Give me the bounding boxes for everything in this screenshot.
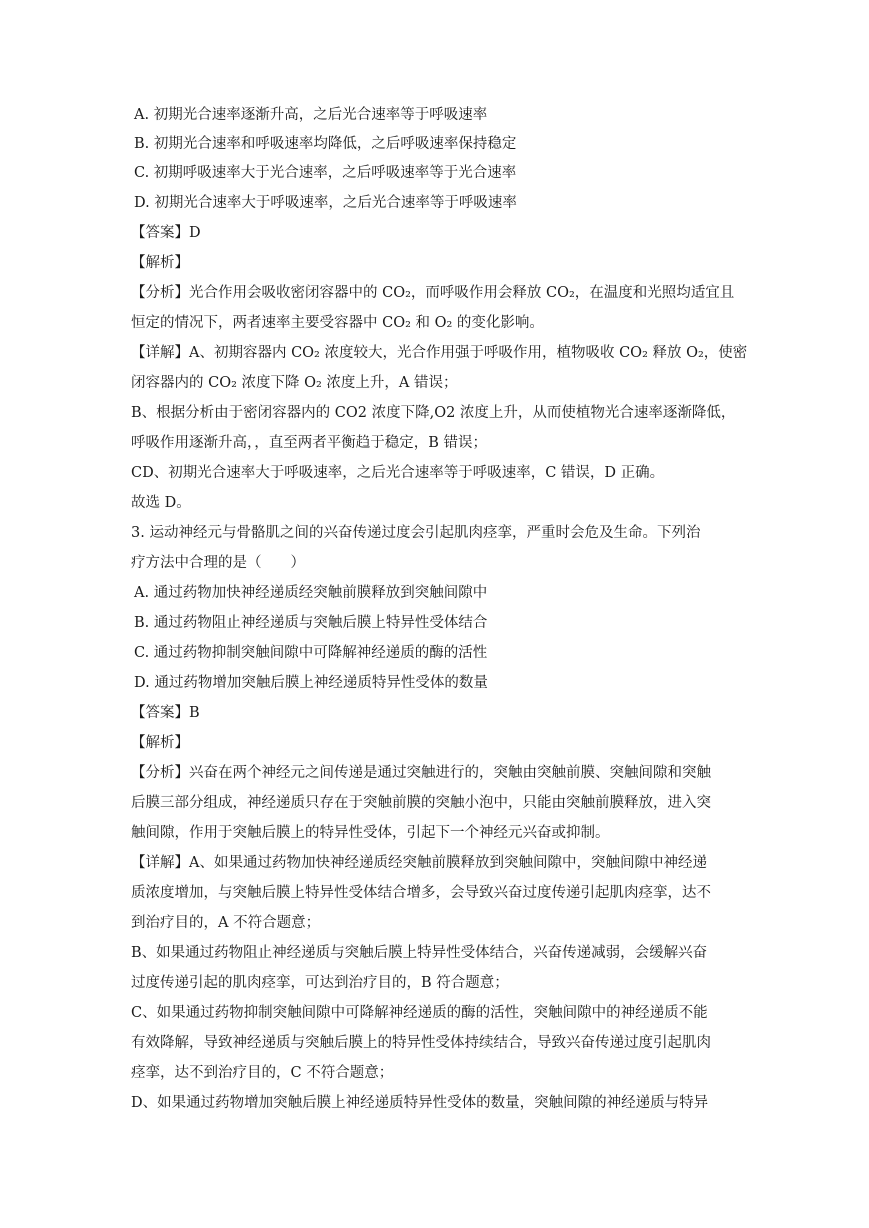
question-3-line1: 3. 运动神经元与骨骼肌之间的兴奋传递过度会引起肌肉痉挛，严重时会危及生命。下列治 bbox=[131, 525, 701, 541]
question-3-line2: 疗方法中合理的是（ ） bbox=[131, 555, 305, 571]
analysis-q3-line2: 后膜三部分组成，神经递质只存在于突触前膜的突触小泡中，只能由突触前膜释放，进入突 bbox=[131, 795, 711, 811]
option-d-q2: D. 初期光合速率大于呼吸速率，之后光合速率等于呼吸速率 bbox=[134, 195, 517, 211]
option-c-q2: C. 初期呼吸速率大于光合速率，之后呼吸速率等于光合速率 bbox=[134, 165, 517, 181]
option-d-q3: D. 通过药物增加突触后膜上神经递质特异性受体的数量 bbox=[134, 675, 488, 691]
answer-q2: 【答案】D bbox=[131, 225, 201, 241]
detail-q2-line2: 闭容器内的 CO₂ 浓度下降 O₂ 浓度上升，A 错误； bbox=[131, 375, 458, 391]
detail-q3-line3: 到治疗目的，A 不符合题意； bbox=[131, 915, 321, 931]
detail-q2-line4: 呼吸作用逐渐升高，，直至两者平衡趋于稳定，B 错误； bbox=[131, 435, 488, 451]
detail-q3-line9: D、如果通过药物增加突触后膜上神经递质特异性受体的数量，突触间隙的神经递质与特异 bbox=[131, 1095, 709, 1111]
explanation-heading-q3: 【解析】 bbox=[131, 735, 189, 751]
analysis-q3-line1: 【分析】兴奋在两个神经元之间传递是通过突触进行的，突触由突触前膜、突触间隙和突触 bbox=[131, 765, 711, 781]
analysis-q2-line1: 【分析】光合作用会吸收密闭容器中的 CO₂，而呼吸作用会释放 CO₂，在温度和光照均适宜且 bbox=[131, 285, 735, 301]
option-b-q2: B. 初期光合速率和呼吸速率均降低，之后呼吸速率保持稳定 bbox=[134, 136, 517, 152]
analysis-q3-line3: 触间隙，作用于突触后膜上的特异性受体，引起下一个神经元兴奋或抑制。 bbox=[131, 825, 610, 841]
detail-q2-line3: B、根据分析由于密闭容器内的 CO2 浓度下降,O2 浓度上升，从而使植物光合速率逐渐降低， bbox=[131, 405, 736, 421]
explanation-heading-q2: 【解析】 bbox=[131, 255, 189, 271]
detail-q3-line7: 有效降解，导致神经递质与突触后膜上的特异性受体持续结合，导致兴奋传递过度引起肌肉 bbox=[131, 1035, 711, 1051]
option-a-q2: A. 初期光合速率逐渐升高，之后光合速率等于呼吸速率 bbox=[134, 107, 488, 123]
detail-q3-line8: 痉挛，达不到治疗目的，C 不符合题意； bbox=[131, 1065, 394, 1081]
analysis-q2-line2: 恒定的情况下，两者速率主要受容器中 CO₂ 和 O₂ 的变化影响。 bbox=[131, 315, 544, 331]
conclusion-q2: 故选 D。 bbox=[131, 495, 191, 511]
detail-q3-line4: B、如果通过药物阻止神经递质与突触后膜上特异性受体结合，兴奋传递减弱，会缓解兴奋 bbox=[131, 945, 708, 961]
detail-q3-line5: 过度传递引起的肌肉痉挛，可达到治疗目的，B 符合题意； bbox=[131, 975, 509, 991]
detail-q3-line1: 【详解】A、如果通过药物加快神经递质经突触前膜释放到突触间隙中，突触间隙中神经递 bbox=[131, 855, 707, 871]
option-c-q3: C. 通过药物抑制突触间隙中可降解神经递质的酶的活性 bbox=[134, 645, 488, 661]
detail-q3-line2: 质浓度增加，与突触后膜上特异性受体结合增多，会导致兴奋过度传递引起肌肉痉挛，达不 bbox=[131, 885, 711, 901]
option-a-q3: A. 通过药物加快神经递质经突触前膜释放到突触间隙中 bbox=[134, 585, 488, 601]
detail-q2-line5: CD、初期光合速率大于呼吸速率，之后光合速率等于呼吸速率，C 错误，D 正确。 bbox=[131, 465, 665, 481]
answer-q3: 【答案】B bbox=[131, 705, 200, 721]
option-b-q3: B. 通过药物阻止神经递质与突触后膜上特异性受体结合 bbox=[134, 615, 488, 631]
detail-q2-line1: 【详解】A、初期容器内 CO₂ 浓度较大，光合作用强于呼吸作用，植物吸收 CO₂ 释放 O₂，使密 bbox=[131, 345, 748, 361]
detail-q3-line6: C、如果通过药物抑制突触间隙中可降解神经递质的酶的活性，突触间隙中的神经递质不能 bbox=[131, 1005, 708, 1021]
